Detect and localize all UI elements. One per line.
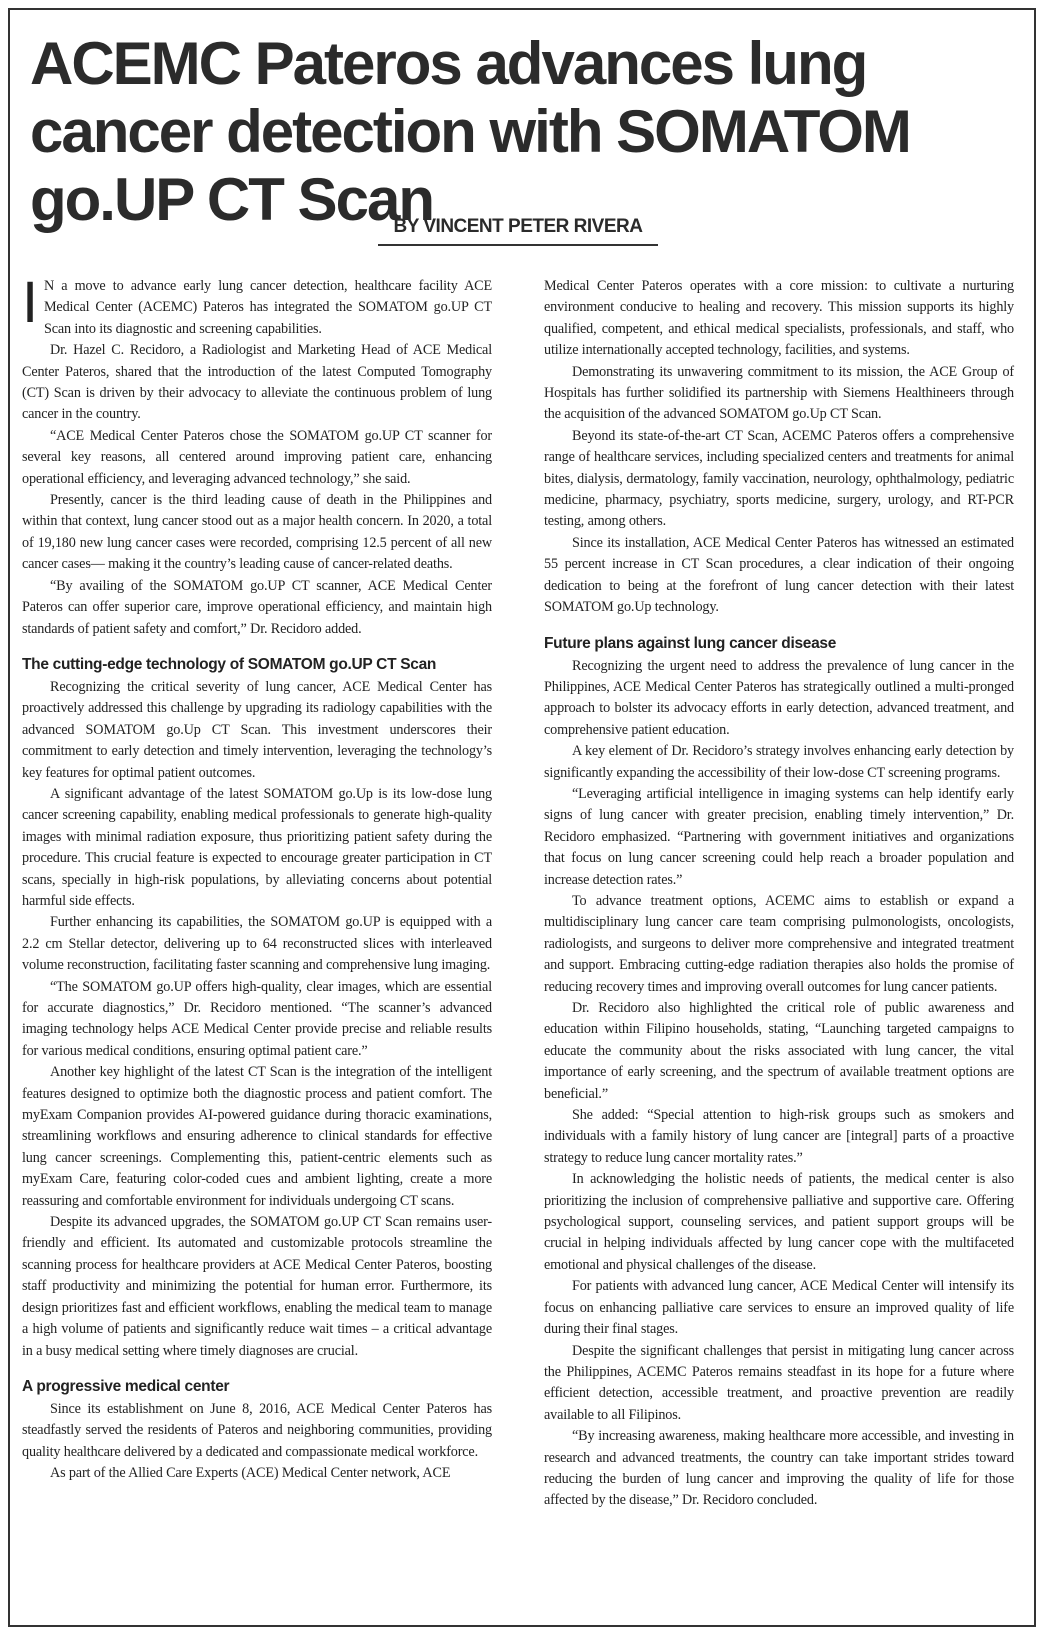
paragraph: Demonstrating its unwavering commitment to its mission, the ACE Group of Hospitals has further solidified its partnership with Siemens Healthineers through the acquisition of the advanced SOMATOM go.Up CT Scan. <box>544 363 1014 423</box>
paragraph: For patients with advanced lung cancer, ACE Medical Center will intensify its focus on enhancing palliative care services to ensure an improved quality of life during their final stages. <box>544 1278 1014 1338</box>
paragraph: A significant advantage of the latest SOMATOM go.Up is its low-dose lung cancer screening capability, enabling medical professionals to generate high-quality images with minimal radiation exposure, thus prioritizing patient safety during the procedure. This crucial feature is expected to encourage greater participation in CT scans, specially in high-risk populations, by alleviating concerns about potential harmful side effects. <box>22 785 492 909</box>
paragraph: Despite the significant challenges that persist in mitigating lung cancer across the Philippines, ACEMC Pateros remains steadfast in its hope for a future where efficient detection, accessible treatment, and proactive prevention are readily available to all Filipinos. <box>544 1342 1014 1423</box>
byline: BY VINCENT PETER RIVERA <box>378 216 658 246</box>
subheading: A progressive medical center <box>22 1377 230 1395</box>
paragraph: To advance treatment options, ACEMC aims to establish or expand a multidisciplinary lung cancer care team comprising pulmonologists, oncologists, radiologists, and surgeons to deliver more comprehensive and integrated treatment and support. Embracing cutting-edge radiation therapies also holds the promise of reducing recovery times and improving overall outcomes for lung cancer patients. <box>544 892 1014 995</box>
paragraph: Beyond its state-of-the-art CT Scan, ACEMC Pateros offers a comprehensive range of healthcare services, including specialized centers and treatments for animal bites, dialysis, dermatology, family vaccination, neurology, ophthalmology, pediatric medicine, pharmacy, psychiatry, sports medicine, surgery, urology, and RT-PCR testing, among others. <box>544 427 1014 530</box>
lead-text: N a move to advance early lung cancer detection, healthcare facility ACE Medical Center (ACEMC) Pateros has integrated the SOMATOM go.UP CT Scan into its diagnostic and screening capabilities. <box>43 278 492 337</box>
paragraph: Despite its advanced upgrades, the SOMATOM go.UP CT Scan remains user-friendly and efficient. Its automated and customizable protocols streamline the scanning process for healthcare providers at ACE Medical Center Pateros, boosting staff productivity and minimizing the potential for human error. Furthermore, its design prioritizes fast and efficient workflows, enabling the medical team to manage a high volume of patients and significantly reduce wait times – a critical advantage in a busy medical setting where timely diagnoses are crucial. <box>22 1214 492 1359</box>
headline: ACEMC Pateros advances lung cancer detection with SOMATOM go.UP CT Scan <box>30 30 910 233</box>
paragraph: Recognizing the urgent need to address the prevalence of lung cancer in the Philippines, ACE Medical Center Pateros has strategically outlined a multi-pronged approach to bolster its advocacy efforts in early detection, advanced treatment, and comprehensive patient education. <box>544 657 1014 738</box>
drop-cap: I <box>22 270 38 335</box>
paragraph: “ACE Medical Center Pateros chose the SOMATOM go.UP CT scanner for several key reasons, all centered around improving patient care, enhancing operational efficiency, and leveraging advanced technology,” she said. <box>22 427 492 487</box>
lead-paragraph <box>22 270 492 340</box>
paragraph: In acknowledging the holistic needs of patients, the medical center is also prioritizing the inclusion of comprehensive palliative and supportive care. Offering psychological support, counseling services, and patient support groups will be crucial in helping individuals affected by lung cancer cope with the multifaceted emotional and physical challenges of the disease. <box>544 1171 1014 1273</box>
paragraph: Dr. Hazel C. Recidoro, a Radiologist and Marketing Head of ACE Medical Center Pateros, shared that the introduction of the latest Computed Tomography (CT) Scan is driven by their advocacy to alleviate the continuous problem of lung cancer in the country. <box>22 342 492 423</box>
paragraph: “The SOMATOM go.UP offers high-quality, clear images, which are essential for accurate diagnostics,” Dr. Recidoro mentioned. “The scanner’s advanced imaging technology helps ACE Medical Center provide precise and reliable results for various medical conditions, ensuring optimal patient care.” <box>22 978 492 1059</box>
paragraph: Since its installation, ACE Medical Center Pateros has witnessed an estimated 55 percent increase in CT Scan procedures, a clear indication of their ongoing dedication to being at the forefront of lung cancer detection with their latest SOMATOM go.Up technology. <box>544 534 1014 616</box>
left-column <box>22 270 492 1485</box>
paragraph: Medical Center Pateros operates with a core mission: to cultivate a nurturing environment conducive to healing and recovery. This mission supports its highly qualified, competent, and ethical medical specialists, professionals, and staff, who utilize internationally accepted technology, facilities, and systems. <box>544 278 1014 359</box>
paragraph: Another key highlight of the latest CT Scan is the integration of the intelligent features designed to optimize both the diagnostic process and patient comfort. The myExam Companion provides AI-powered guidance during thoracic examinations, streamlining workflows and ensuring adherence to clinical standards for effective lung cancer screenings. Complementing this, patient-centric elements such as myExam Care, featuring color-coded cues and ambient lighting, create a more reassuring and comfortable environment for individuals undergoing CT scans. <box>22 1064 492 1209</box>
paragraph: As part of the Allied Care Experts (ACE) Medical Center network, ACE <box>50 1465 451 1482</box>
paragraph: Recognizing the critical severity of lung cancer, ACE Medical Center has proactively addressed this challenge by upgrading its radiology capabilities with the advanced SOMATOM go.Up CT Scan. This investment underscores their commitment to early detection and timely intervention, leveraging the technology’s key features for optimal patient outcomes. <box>22 678 492 781</box>
paragraph: A key element of Dr. Recidoro’s strategy involves enhancing early detection by significantly expanding the accessibility of their low-dose CT screening programs. <box>544 743 1014 781</box>
paragraph: Further enhancing its capabilities, the SOMATOM go.UP is equipped with a 2.2 cm Stellar detector, delivering up to 64 reconstructed slices with interleaved volume reconstruction, facilitating faster scanning and comprehensive lung imaging. <box>22 914 492 974</box>
subheading: The cutting-edge technology of SOMATOM go.UP CT Scan <box>22 655 437 673</box>
paragraph: “By increasing awareness, making healthcare more accessible, and investing in research and advanced treatments, the country can take important strides toward reducing the burden of lung cancer and improving the quality of life for those affected by the disease,” Dr. Recidoro concluded. <box>544 1428 1014 1509</box>
paragraph: Dr. Recidoro also highlighted the critical role of public awareness and education within Filipino households, stating, “Launching targeted campaigns to educate the community about the risks associated with lung cancer, the vital importance of early screening, and the spectrum of available treatment options are beneficial.” <box>544 1000 1014 1102</box>
paragraph: “By availing of the SOMATOM go.UP CT scanner, ACE Medical Center Pateros can offer superior care, improve operational efficiency, and maintain high standards of patient safety and comfort,” Dr. Recidoro added. <box>22 577 492 637</box>
right-column <box>544 276 1014 1512</box>
subheading: Future plans against lung cancer disease <box>544 634 837 652</box>
paragraph: She added: “Special attention to high-risk groups such as smokers and individuals with a family history of lung cancer are [integral] parts of a proactive strategy to reduce lung cancer mortality rates.” <box>544 1107 1014 1166</box>
paragraph: Presently, cancer is the third leading cause of death in the Philippines and within that context, lung cancer stood out as a major health concern. In 2020, a total of 19,180 new lung cancer cases were recorded, comprising 12.5 percent of all new cancer cases— making it the country’s leading cause of cancer-related deaths. <box>22 492 492 573</box>
paragraph: “Leveraging artificial intelligence in imaging systems can help identify early signs of lung cancer with greater precision, enabling timely intervention,” Dr. Recidoro emphasized. “Partnering with government initiatives and organizations that focus on lung cancer screening could help reach a broader population and increase detection rates.” <box>544 785 1014 888</box>
paragraph: Since its establishment on June 8, 2016, ACE Medical Center Pateros has steadfastly served the residents of Pateros and neighboring communities, providing quality healthcare delivered by a dedicated and compassionate medical workforce. <box>22 1400 492 1460</box>
